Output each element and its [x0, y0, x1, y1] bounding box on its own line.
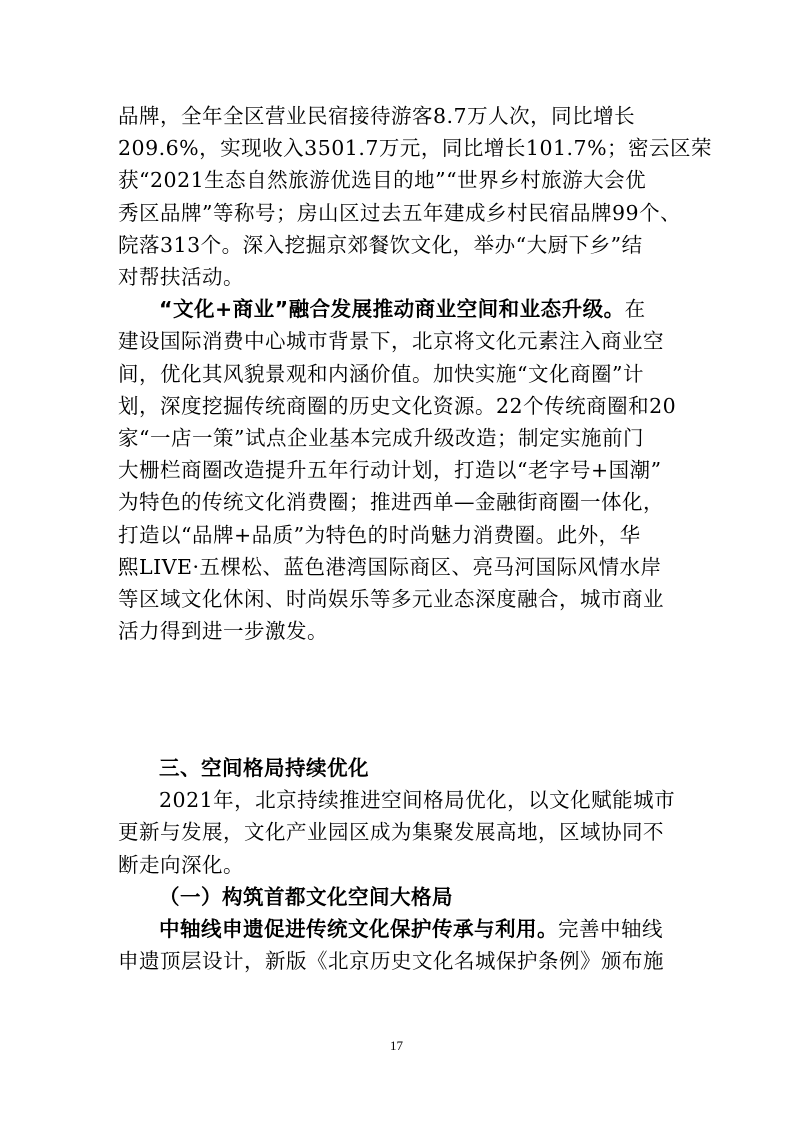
para2-line-2: 间，优化其风貌景观和内涵价值。加快实施“文化商圈”计	[118, 361, 644, 386]
section3-para-line-1: 申遗顶层设计，新版《北京历史文化名城保护条例》颁布施	[118, 949, 664, 974]
section3-intro-line-1: 2021年，北京持续推进空间格局优化，以文化赋能城市	[159, 788, 676, 813]
section3-para-lead: 中轴线申遗促进传统文化保护传承与利用。	[159, 917, 558, 942]
section3-intro-line-2: 更新与发展，文化产业园区成为集聚发展高地，区域协同不	[118, 820, 664, 845]
document-body	[118, 100, 713, 647]
para2-line-8: 熙LIVE·五棵松、蓝色港湾国际商区、亮马河国际风情水岸	[118, 554, 662, 579]
para2-lead: “文化+商业”融合发展推动商业空间和业态升级。	[159, 297, 625, 322]
para1-line-5: 院落313个。深入挖掘京郊餐饮文化，举办“大厨下乡”结	[118, 232, 643, 257]
para1-line-4: 秀区品牌”等称号；房山区过去五年建成乡村民宿品牌99个、	[118, 200, 682, 225]
section3-para-first-line	[118, 913, 678, 945]
section3-intro-line-3: 断走向深化。	[118, 852, 244, 877]
section-3	[118, 752, 678, 977]
para1-line-1: 品牌，全年全区营业民宿接待游客8.7万人次，同比增长	[118, 104, 636, 128]
para2-lead-tail: 在	[624, 297, 646, 322]
para2-line-3: 划，深度挖掘传统商圈的历史文化资源。22个传统商圈和20	[118, 393, 677, 418]
para2-line-10: 活力得到进一步激发。	[118, 619, 328, 644]
para2-line-9: 等区域文化休闲、时尚娱乐等多元业态深度融合，城市商业	[118, 587, 664, 612]
para2-line-4: 家“一店一策”试点企业基本完成升级改造；制定实施前门	[118, 426, 644, 451]
section3-para-lead-tail: 完善中轴线	[558, 917, 663, 942]
subsection-heading: （一）构筑首都文化空间大格局	[159, 884, 453, 909]
para2-line-1: 建设国际消费中心城市背景下，北京将文化元素注入商业空	[118, 329, 664, 354]
para1-line-3: 获“2021生态自然旅游优选目的地”“世界乡村旅游大会优	[118, 168, 647, 193]
para2-line-5: 大栅栏商圈改造提升五年行动计划，打造以“老字号+国潮”	[118, 458, 662, 483]
para2-first-line	[118, 293, 678, 325]
para2-line-6: 为特色的传统文化消费圈；推进西单—金融街商圈一体化，	[118, 490, 664, 515]
para1-line-6: 对帮扶活动。	[118, 265, 244, 290]
para2-line-7: 打造以“品牌+品质”为特色的时尚魅力消费圈。此外，华	[118, 522, 641, 547]
para1-line-2: 209.6%，实现收入3501.7万元，同比增长101.7%；密云区荣	[118, 136, 713, 161]
page-number: 17	[390, 1038, 403, 1053]
section-heading: 三、空间格局持续优化	[159, 756, 369, 780]
